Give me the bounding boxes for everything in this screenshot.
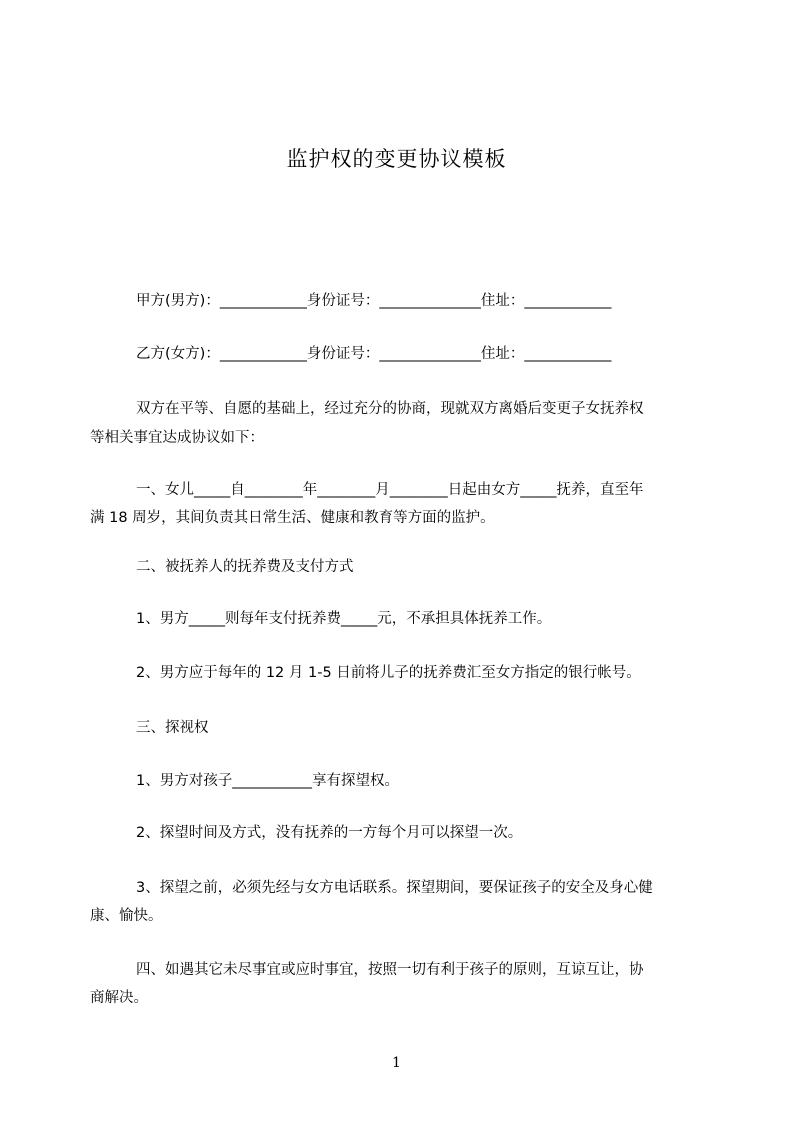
clause-3-3-line-1: 3、探望之前，必须先经与女方电话联系。探望期间，要保证孩子的安全及身心健 <box>136 880 653 896</box>
clause-3-1: 1、男方对孩子___________享有探望权。 <box>136 773 399 789</box>
clause-3-2: 2、探望时间及方式，没有抚养的一方每个月可以探望一次。 <box>136 825 523 841</box>
page-number: 1 <box>392 1055 401 1071</box>
clause-2-2: 2、男方应于每年的 12 月 1-5 日前将儿子的抚养费汇至女方指定的银行帐号。 <box>136 665 641 681</box>
clause-1-line-2: 满 18 周岁，其间负责其日常生活、健康和教育等方面的监护。 <box>90 510 495 526</box>
party-a-line: 甲方(男方)：____________身份证号：______________住址：____________ <box>136 293 612 309</box>
section-3-heading: 三、探视权 <box>136 720 209 736</box>
clause-2-1: 1、男方_____则每年支付抚养费_____元，不承担具体抚养工作。 <box>136 611 552 627</box>
section-4-line-1: 四、如遇其它未尽事宜或应时事宜，按照一切有利于孩子的原则，互谅互让，协 <box>136 962 644 978</box>
document-title: 监护权的变更协议模板 <box>286 147 507 171</box>
preamble-line-1: 双方在平等、自愿的基础上，经过充分的协商，现就双方离婚后变更子女抚养权 <box>136 401 644 417</box>
preamble-line-2: 等相关事宜达成协议如下： <box>90 430 264 446</box>
section-2-heading: 二、被抚养人的抚养费及支付方式 <box>136 559 354 575</box>
clause-3-3-line-2: 康、愉快。 <box>90 908 163 924</box>
clause-1-line-1: 一、女儿_____自________年________月________日起由女方_____抚养，直至年 <box>136 482 644 498</box>
party-b-line: 乙方(女方)：____________身份证号：______________住址：____________ <box>136 346 612 362</box>
section-4-line-2: 商解决。 <box>90 990 148 1006</box>
